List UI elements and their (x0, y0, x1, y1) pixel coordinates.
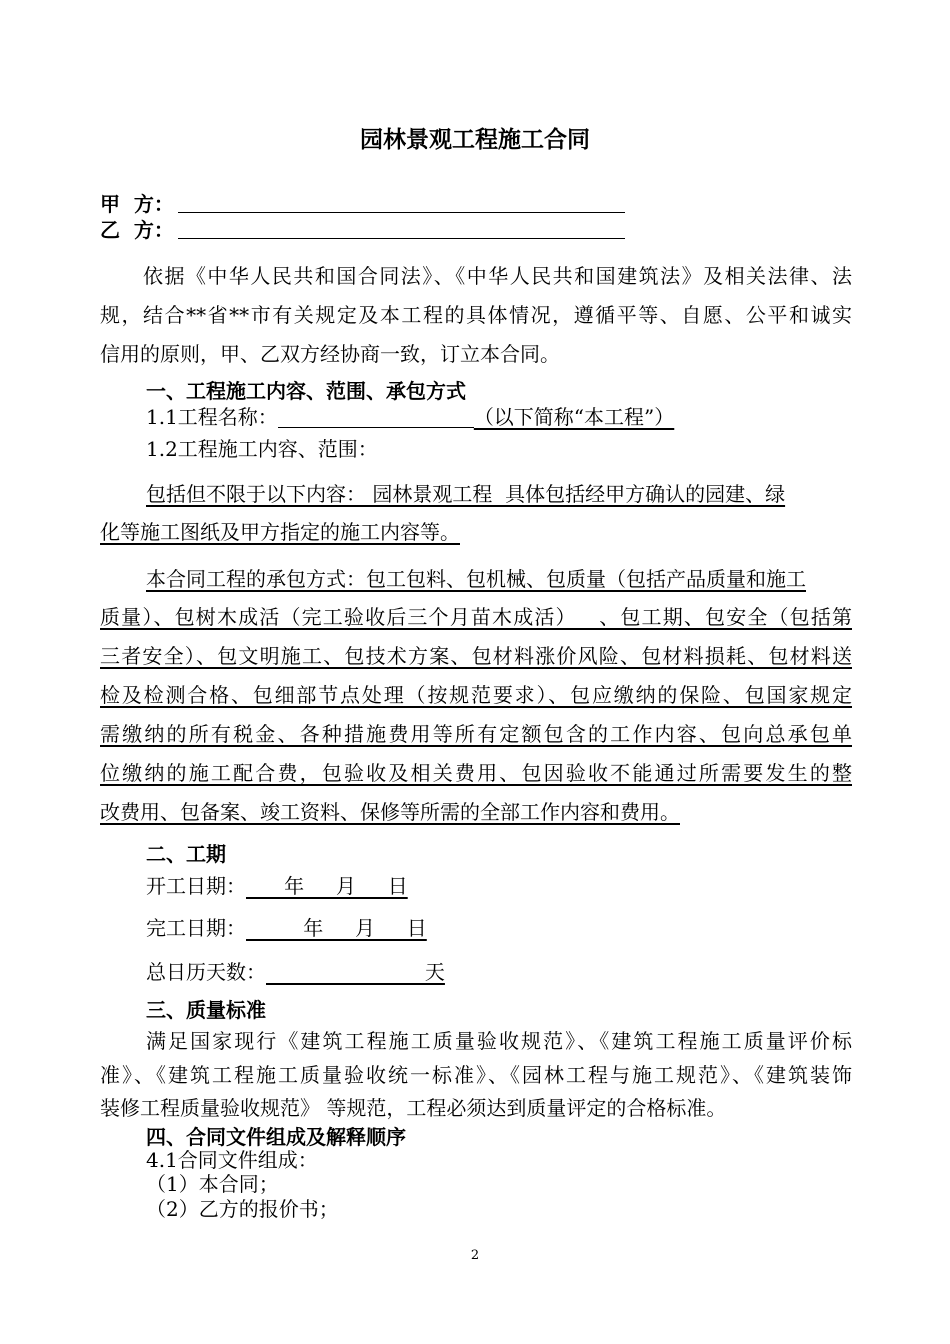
mode-line-3: 三者安全）、包文明施工、包技术方案、包材料涨价风险、包材料损耗、包材料送 (100, 644, 852, 668)
doc-item-2: （2）乙方的报价书； (146, 1197, 339, 1221)
project-name-label: 1.1工程名称： (146, 405, 278, 429)
total-days-field[interactable]: 天 (266, 960, 445, 984)
mode-line-4: 检及检测合格、包细部节点处理（按规范要求）、包应缴纳的保险、包国家规定 (100, 683, 852, 707)
start-date-field[interactable]: 年 月 日 (246, 874, 408, 898)
start-date-row (146, 872, 408, 900)
total-days-label: 总日历天数： (146, 960, 266, 984)
quality-line-2: 准》、《建筑工程施工质量验收统一标准》、《园林工程与施工规范》、《建筑装饰 (100, 1063, 852, 1087)
intro-line-1: 依据《中华人民共和国合同法》、《中华人民共和国建筑法》及相关法律、法 (100, 264, 852, 288)
project-name-field[interactable] (278, 405, 474, 428)
end-date-row (146, 914, 427, 942)
project-name-suffix: （以下简称“本工程”） (473, 405, 675, 429)
contract-docs-label: 4.1合同文件组成： (146, 1148, 318, 1172)
mode-line-7: 改费用、包备案、竣工资料、保修等所需的全部工作内容和费用。 (100, 800, 680, 824)
party-a-label: 甲 方： (100, 192, 174, 216)
intro-line-2: 规，结合**省**市有关规定及本工程的具体情况，遵循平等、自愿、公平和诚实 (100, 303, 852, 327)
project-name-row (146, 403, 674, 431)
quality-line-1: 满足国家现行《建筑工程施工质量验收规范》、《建筑工程施工质量评价标 (146, 1029, 852, 1053)
party-a-field[interactable] (178, 212, 625, 213)
section-4-heading: 四、合同文件组成及解释顺序 (146, 1125, 406, 1149)
party-b-label: 乙 方： (100, 218, 174, 242)
mode-line-5: 需缴纳的所有税金、各种措施费用等所有定额包含的工作内容、包向总承包单 (100, 722, 852, 746)
end-date-field[interactable]: 年 月 日 (246, 916, 427, 940)
scope-line-1: 包括但不限于以下内容： 园林景观工程 具体包括经甲方确认的园建、绿 (146, 482, 786, 506)
document-title: 园林景观工程施工合同 (360, 127, 590, 153)
intro-line-3: 信用的原则，甲、乙双方经协商一致，订立本合同。 (100, 342, 560, 366)
scope-line-2: 化等施工图纸及甲方指定的施工内容等。 (100, 520, 460, 544)
party-b-field[interactable] (178, 238, 625, 239)
section-3-heading: 三、质量标准 (146, 998, 266, 1022)
total-days-row (146, 958, 445, 986)
mode-line-6: 位缴纳的施工配合费，包验收及相关费用、包因验收不能通过所需要发生的整 (100, 761, 852, 785)
page-number: 2 (470, 1248, 480, 1263)
section-1-heading: 一、工程施工内容、范围、承包方式 (146, 379, 466, 403)
start-date-label: 开工日期： (146, 874, 246, 898)
mode-line-1: 本合同工程的承包方式：包工包料、包机械、包质量（包括产品质量和施工 (146, 567, 806, 591)
quality-line-3: 装修工程质量验收规范》 等规范，工程必须达到质量评定的合格标准。 (100, 1096, 727, 1120)
mode-line-2: 质量）、包树木成活（完工验收后三个月苗木成活） 、包工期、包安全（包括第 (100, 605, 852, 629)
end-date-label: 完工日期： (146, 916, 246, 940)
section-2-heading: 二、工期 (146, 842, 226, 866)
scope-label: 1.2工程施工内容、范围： (146, 437, 378, 461)
doc-item-1: （1）本合同； (146, 1172, 279, 1196)
